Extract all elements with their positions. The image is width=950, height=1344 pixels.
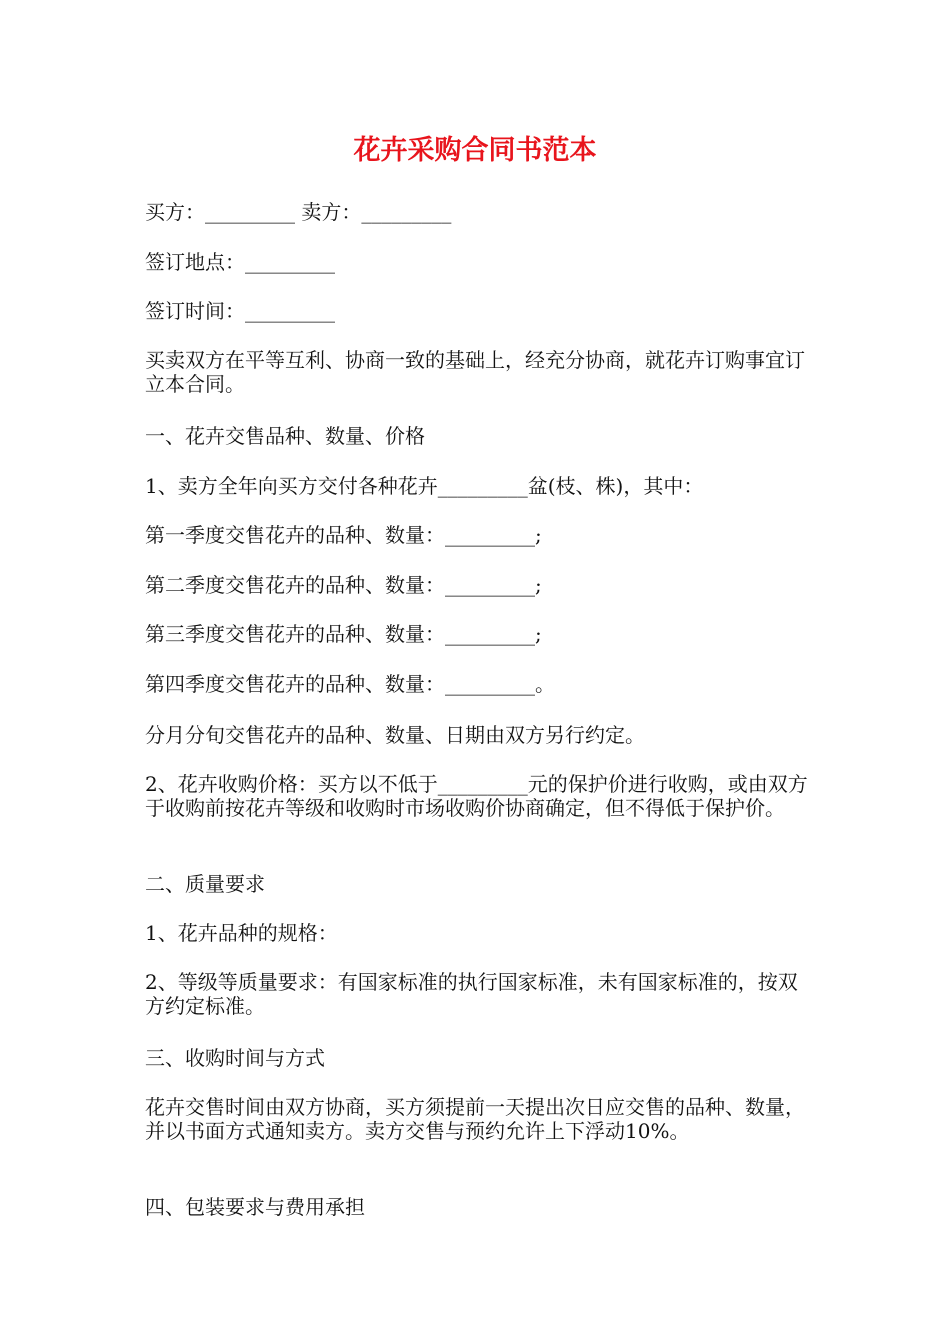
signing-place-line: 签订地点：_________ bbox=[145, 250, 335, 274]
q3-line: 第三季度交售花卉的品种、数量：_________; bbox=[145, 622, 542, 646]
section-4-heading: 四、包装要求与费用承担 bbox=[145, 1195, 365, 1219]
q4-line: 第四季度交售花卉的品种、数量：_________。 bbox=[145, 672, 555, 696]
section-2-heading: 二、质量要求 bbox=[145, 872, 265, 896]
buyer-seller-line: 买方：_________ 卖方：_________ bbox=[145, 200, 452, 224]
document-title: 花卉采购合同书范本 bbox=[353, 135, 597, 166]
intro-paragraph: 买卖双方在平等互利、协商一致的基础上，经充分协商，就花卉订购事宜订立本合同。 bbox=[145, 348, 805, 396]
clause-1-1: 1、卖方全年向买方交付各种花卉_________盆(枝、株)，其中： bbox=[145, 474, 704, 498]
clause-2-2: 2、等级等质量要求：有国家标准的执行国家标准，未有国家标准的，按双方约定标准。 bbox=[145, 970, 798, 1018]
clause-1-2: 2、花卉收购价格：买方以不低于_________元的保护价进行收购，或由双方于收购前按花卉等级和收购时市场收购价协商确定，但不得低于保护价。 bbox=[145, 772, 808, 820]
clause-3-body: 花卉交售时间由双方协商，买方须提前一天提出次日应交售的品种、数量，并以书面方式通知卖方。卖方交售与预约允许上下浮动10%。 bbox=[145, 1095, 805, 1143]
clause-2-1: 1、花卉品种的规格： bbox=[145, 921, 338, 945]
q1-line: 第一季度交售花卉的品种、数量：_________; bbox=[145, 523, 542, 547]
monthly-delivery-line: 分月分旬交售花卉的品种、数量、日期由双方另行约定。 bbox=[145, 723, 645, 747]
q2-line: 第二季度交售花卉的品种、数量：_________; bbox=[145, 573, 542, 597]
section-1-heading: 一、花卉交售品种、数量、价格 bbox=[145, 424, 425, 448]
section-3-heading: 三、收购时间与方式 bbox=[145, 1046, 325, 1070]
signing-time-line: 签订时间：_________ bbox=[145, 299, 335, 323]
